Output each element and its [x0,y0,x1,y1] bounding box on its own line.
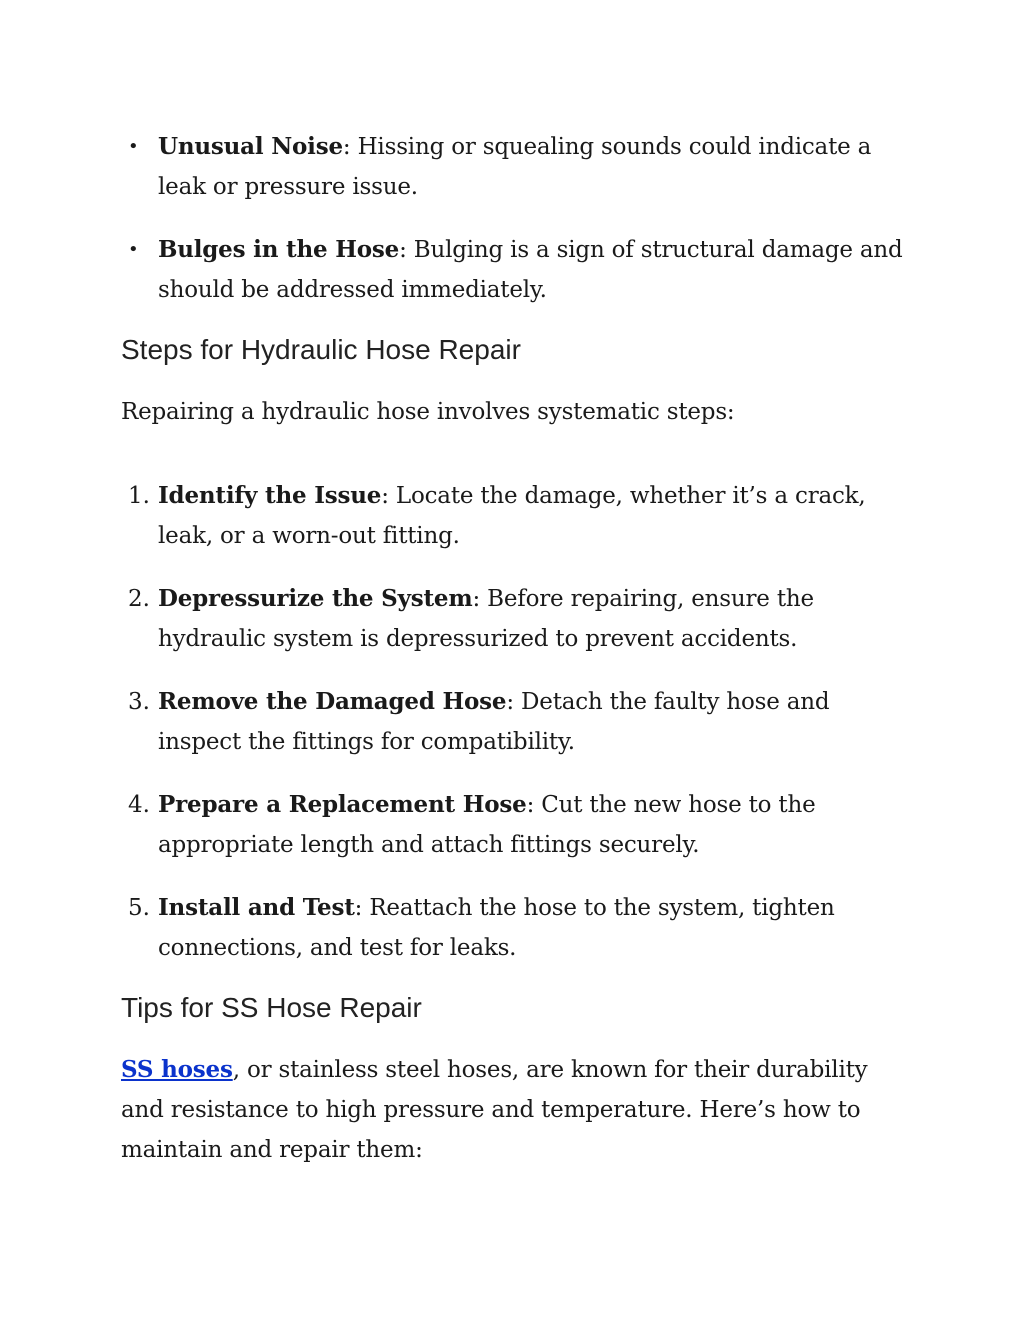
ss-hoses-paragraph-text: , or stainless steel hoses, are known for their durability and resistance to high pressure and temperature. Here’s how to maintain and repair them: [121,1057,868,1163]
step-number: 3. [128,689,150,715]
step-text: Locate the damage, whether it’s a crack, leak, or a worn-out fitting. [158,483,866,549]
step-item-prepare [158,785,918,865]
step-text: Detach the faulty hose and inspect the fittings for compatibility. [158,689,830,755]
step-text: Before repairing, ensure the hydraulic system is depressurized to prevent accidents. [158,586,814,652]
ss-hoses-paragraph [121,1050,911,1170]
step-item-remove [158,682,918,762]
step-number: 1. [128,483,150,509]
step-sep: : [354,895,363,921]
bullet-term: Unusual Noise [158,133,343,160]
bullet-sep: : [399,237,407,263]
bullet-term: Bulges in the Hose [158,236,400,263]
bullet-text: Hissing or squealing sounds could indicate a leak or pressure issue. [158,134,872,200]
bullet-marker: • [128,136,139,157]
bullet-marker: • [128,239,139,260]
bullet-item-unusual-noise [158,127,918,207]
step-term: Prepare a Replacement Hose [158,791,527,818]
step-term: Identify the Issue [158,482,382,509]
step-item-depressurize [158,579,918,659]
bullet-text: Bulging is a sign of structural damage and should be addressed immediately. [158,237,903,303]
step-term: Remove the Damaged Hose [158,688,507,715]
step-sep: : [472,586,481,612]
step-number: 2. [128,586,150,612]
step-text: Reattach the hose to the system, tighten connections, and test for leaks. [158,895,835,961]
ss-hoses-link[interactable]: SS hoses [121,1056,233,1083]
step-item-install [158,888,918,968]
step-term: Install and Test [158,894,355,921]
step-text: Cut the new hose to the appropriate length and attach fittings securely. [158,792,816,858]
bullet-item-bulges [158,230,918,310]
step-item-identify [158,476,918,556]
steps-intro: Repairing a hydraulic hose involves systematic steps: [121,399,735,425]
step-sep: : [381,483,389,509]
section-heading-ss-tips: Tips for SS Hose Repair [121,992,422,1023]
step-term: Depressurize the System [158,585,473,612]
step-sep: : [506,689,514,715]
step-number: 4. [128,792,150,818]
step-sep: : [526,792,535,818]
step-number: 5. [128,895,150,921]
bullet-sep: : [342,134,351,160]
section-heading-steps: Steps for Hydraulic Hose Repair [121,334,521,365]
